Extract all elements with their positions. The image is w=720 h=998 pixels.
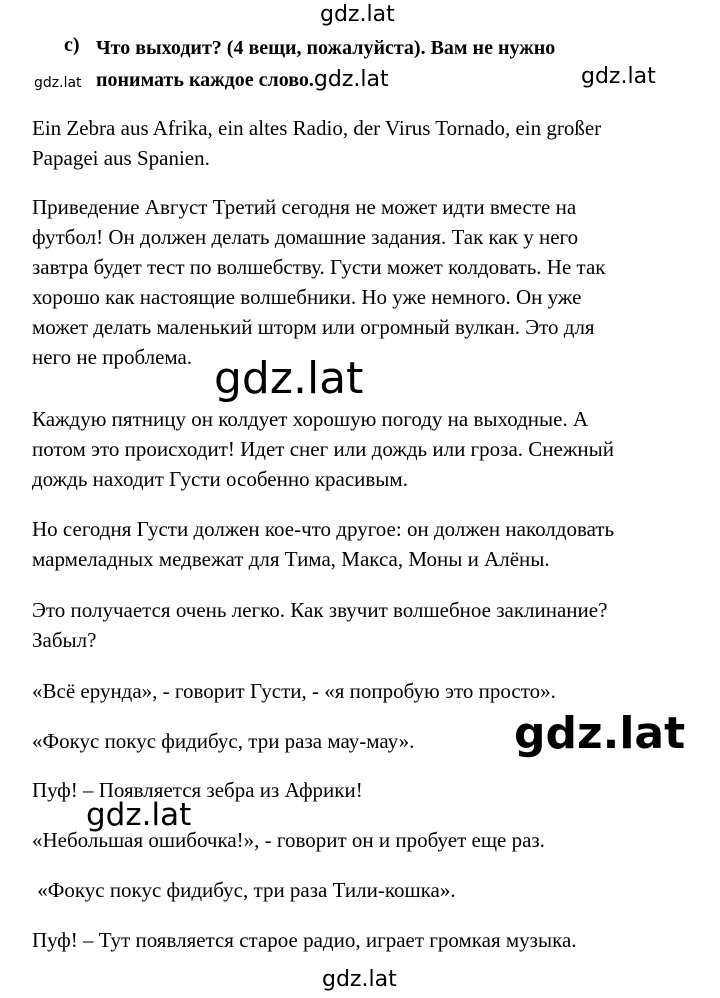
paragraph-5	[32, 595, 712, 655]
watermark-top: gdz.lat	[320, 2, 395, 27]
paragraph-5-line-2: Забыл?	[32, 628, 97, 652]
paragraph-3	[32, 404, 712, 494]
paragraph-1-line-2: Papagei aus Spanien.	[32, 146, 210, 170]
paragraph-4	[32, 514, 712, 574]
paragraph-11	[32, 925, 712, 955]
watermark-left-small: gdz.lat	[34, 75, 82, 91]
task-letter: c)	[64, 34, 80, 56]
paragraph-8-line-1: Пуф! – Появляется зебра из Африки!	[32, 778, 363, 802]
watermark-mid-big: gdz.lat	[214, 353, 364, 404]
watermark-lower-left: gdz.lat	[86, 797, 192, 833]
paragraph-10-line-1: «Фокус покус фидибус, три раза Тили-кошка».	[32, 878, 456, 902]
paragraph-11-line-1: Пуф! – Тут появляется старое радио, играет громкая музыка.	[32, 928, 577, 952]
watermark-title-inline: gdz.lat	[313, 67, 389, 92]
paragraph-2-line-2: футбол! Он должен делать домашние задания. Так как у него	[32, 225, 579, 249]
watermark-right-big: gdz.lat	[514, 708, 686, 759]
paragraph-9-line-1: «Небольшая ошибочка!», - говорит он и пробует еще раз.	[32, 828, 545, 852]
paragraph-6	[32, 676, 712, 706]
paragraph-2-line-6: него не проблема.	[32, 345, 193, 369]
paragraph-2	[32, 192, 712, 372]
paragraph-3-line-1: Каждую пятницу он колдует хорошую погоду на выходные. А	[32, 407, 589, 431]
paragraph-9	[32, 825, 712, 855]
paragraph-5-line-1: Это получается очень легко. Как звучит волшебное заклинание?	[32, 598, 608, 622]
paragraph-1	[32, 113, 712, 173]
paragraph-3-line-3: дождь находит Густи особенно красивым.	[32, 467, 408, 491]
task-title-line-1: Что выходит? (4 вещи, пожалуйста). Вам не нужно	[96, 37, 556, 59]
paragraph-2-line-5: может делать маленький шторм или огромный вулкан. Это для	[32, 315, 595, 339]
paragraph-3-line-2: потом это происходит! Идет снег или дождь или гроза. Снежный	[32, 437, 614, 461]
paragraph-2-line-1: Приведение Август Третий сегодня не может идти вместе на	[32, 195, 577, 219]
paragraph-4-line-1: Но сегодня Густи должен кое-что другое: он должен наколдовать	[32, 517, 615, 541]
paragraph-10	[32, 875, 712, 905]
paragraph-7-line-1: «Фокус покус фидибус, три раза мау-мау».	[32, 729, 415, 753]
watermark-title-right: gdz.lat	[581, 64, 656, 89]
task-title-line-2-text: понимать каждое слово.	[96, 69, 314, 91]
watermark-bottom: gdz.lat	[322, 967, 397, 992]
paragraph-4-line-2: мармеладных медвежат для Тима, Макса, Моны и Алёны.	[32, 547, 550, 571]
paragraph-6-line-1: «Всё ерунда», - говорит Густи, - «я попробую это просто».	[32, 679, 556, 703]
paragraph-2-line-4: хорошо как настоящие волшебники. Но уже немного. Он уже	[32, 285, 582, 309]
paragraph-1-line-1: Ein Zebra aus Afrika, ein altes Radio, der Virus Tornado, ein großer	[32, 116, 602, 140]
paragraph-2-line-3: завтра будет тест по волшебству. Густи может колдовать. Не так	[32, 255, 606, 279]
